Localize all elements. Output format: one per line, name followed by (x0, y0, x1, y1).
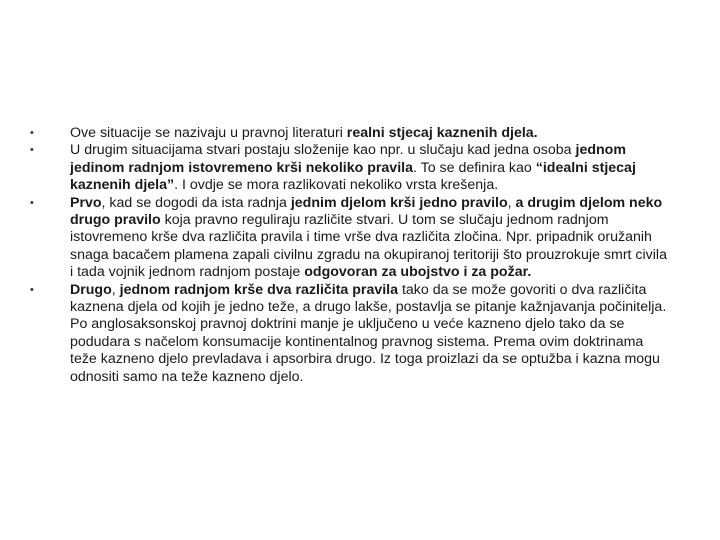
bullet-text-bold-segment: jednim djelom krši jedno pravilo (290, 194, 508, 211)
bullet-text-segment: . To se definira kao (412, 159, 536, 176)
bullet-dot-icon: • (30, 283, 34, 296)
bullet-dot-icon: • (30, 196, 34, 209)
bullet-text-bold-segment: jednom jedinom radnjom istovremeno krši nekoliko pravila (70, 142, 626, 176)
bullet-item (30, 142, 670, 194)
bullet-text-segment: . I ovdje se mora razlikovati nekoliko vrsta krešenja. (174, 177, 499, 194)
bullet-text-bold-segment: odgovoran za ubojstvo i za požar. (304, 264, 532, 281)
bullet-text-bold-segment: jednom radnjom krše dva različita pravila (119, 281, 399, 298)
bullet-text-bold-segment: a drugim djelom neko drugo pravilo (70, 194, 663, 229)
bullet-text-segment: , (507, 194, 516, 211)
bullet-text-segment: koja pravno reguliraju različite stvari. U tom se slučaju jednom radnjom istovremeno krše dva različita pravila i time vrše dva različita zločina. Npr. pripadnik oružanih snaga bacačem plamena zapali civilnu zgradu na okupiranoj teritoriji što prouzrokuje smrt civila i tada vojnik jednom radnjom postaje (70, 212, 667, 281)
bullet-item (30, 195, 670, 282)
bullet-text-segment: Ove situacije se nazivaju u pravnoj literaturi (70, 125, 347, 141)
bullet-text-segment: , (111, 281, 120, 298)
bullet-text-segment: U drugim situacijama stvari postaju složenije kao npr. u slučaju kad jedna osoba (70, 142, 576, 159)
bullet-text-bold-segment: “idealni stjecaj kaznenih djela” (70, 159, 636, 194)
bullet-dot-icon: • (30, 144, 34, 157)
bullet-list (30, 125, 670, 386)
bullet-dot-icon: • (30, 127, 34, 139)
bullet-text-bold-segment: Drugo (70, 281, 112, 298)
bullet-item (30, 282, 670, 386)
bullet-item (30, 125, 670, 142)
bullet-text-bold-segment: realni stjecaj kaznenih djela. (346, 125, 538, 141)
bullet-text-segment: , kad se dogodi da ista radnja (101, 194, 291, 211)
bullet-text-bold-segment: Prvo (70, 194, 102, 211)
bullet-text-segment: tako da se može govoriti o dva različita kaznena djela od kojih je jedno teže, a drugo lakše, postavlja se pitanje kažnjavanja počinitelja. Po anglosaksonskoj pravnoj doktrini manje je uključeno u veće kazneno djelo tako da se podudara s načelom konsumacije kontinentalnog pravnog sistema. Prema ovim doktrinama teže kazneno djelo prevladava i apsorbira drugo. Iz toga proizlazi da se optužba i kazna mogu odnositi samo na teže kazneno djelo. (70, 281, 667, 385)
